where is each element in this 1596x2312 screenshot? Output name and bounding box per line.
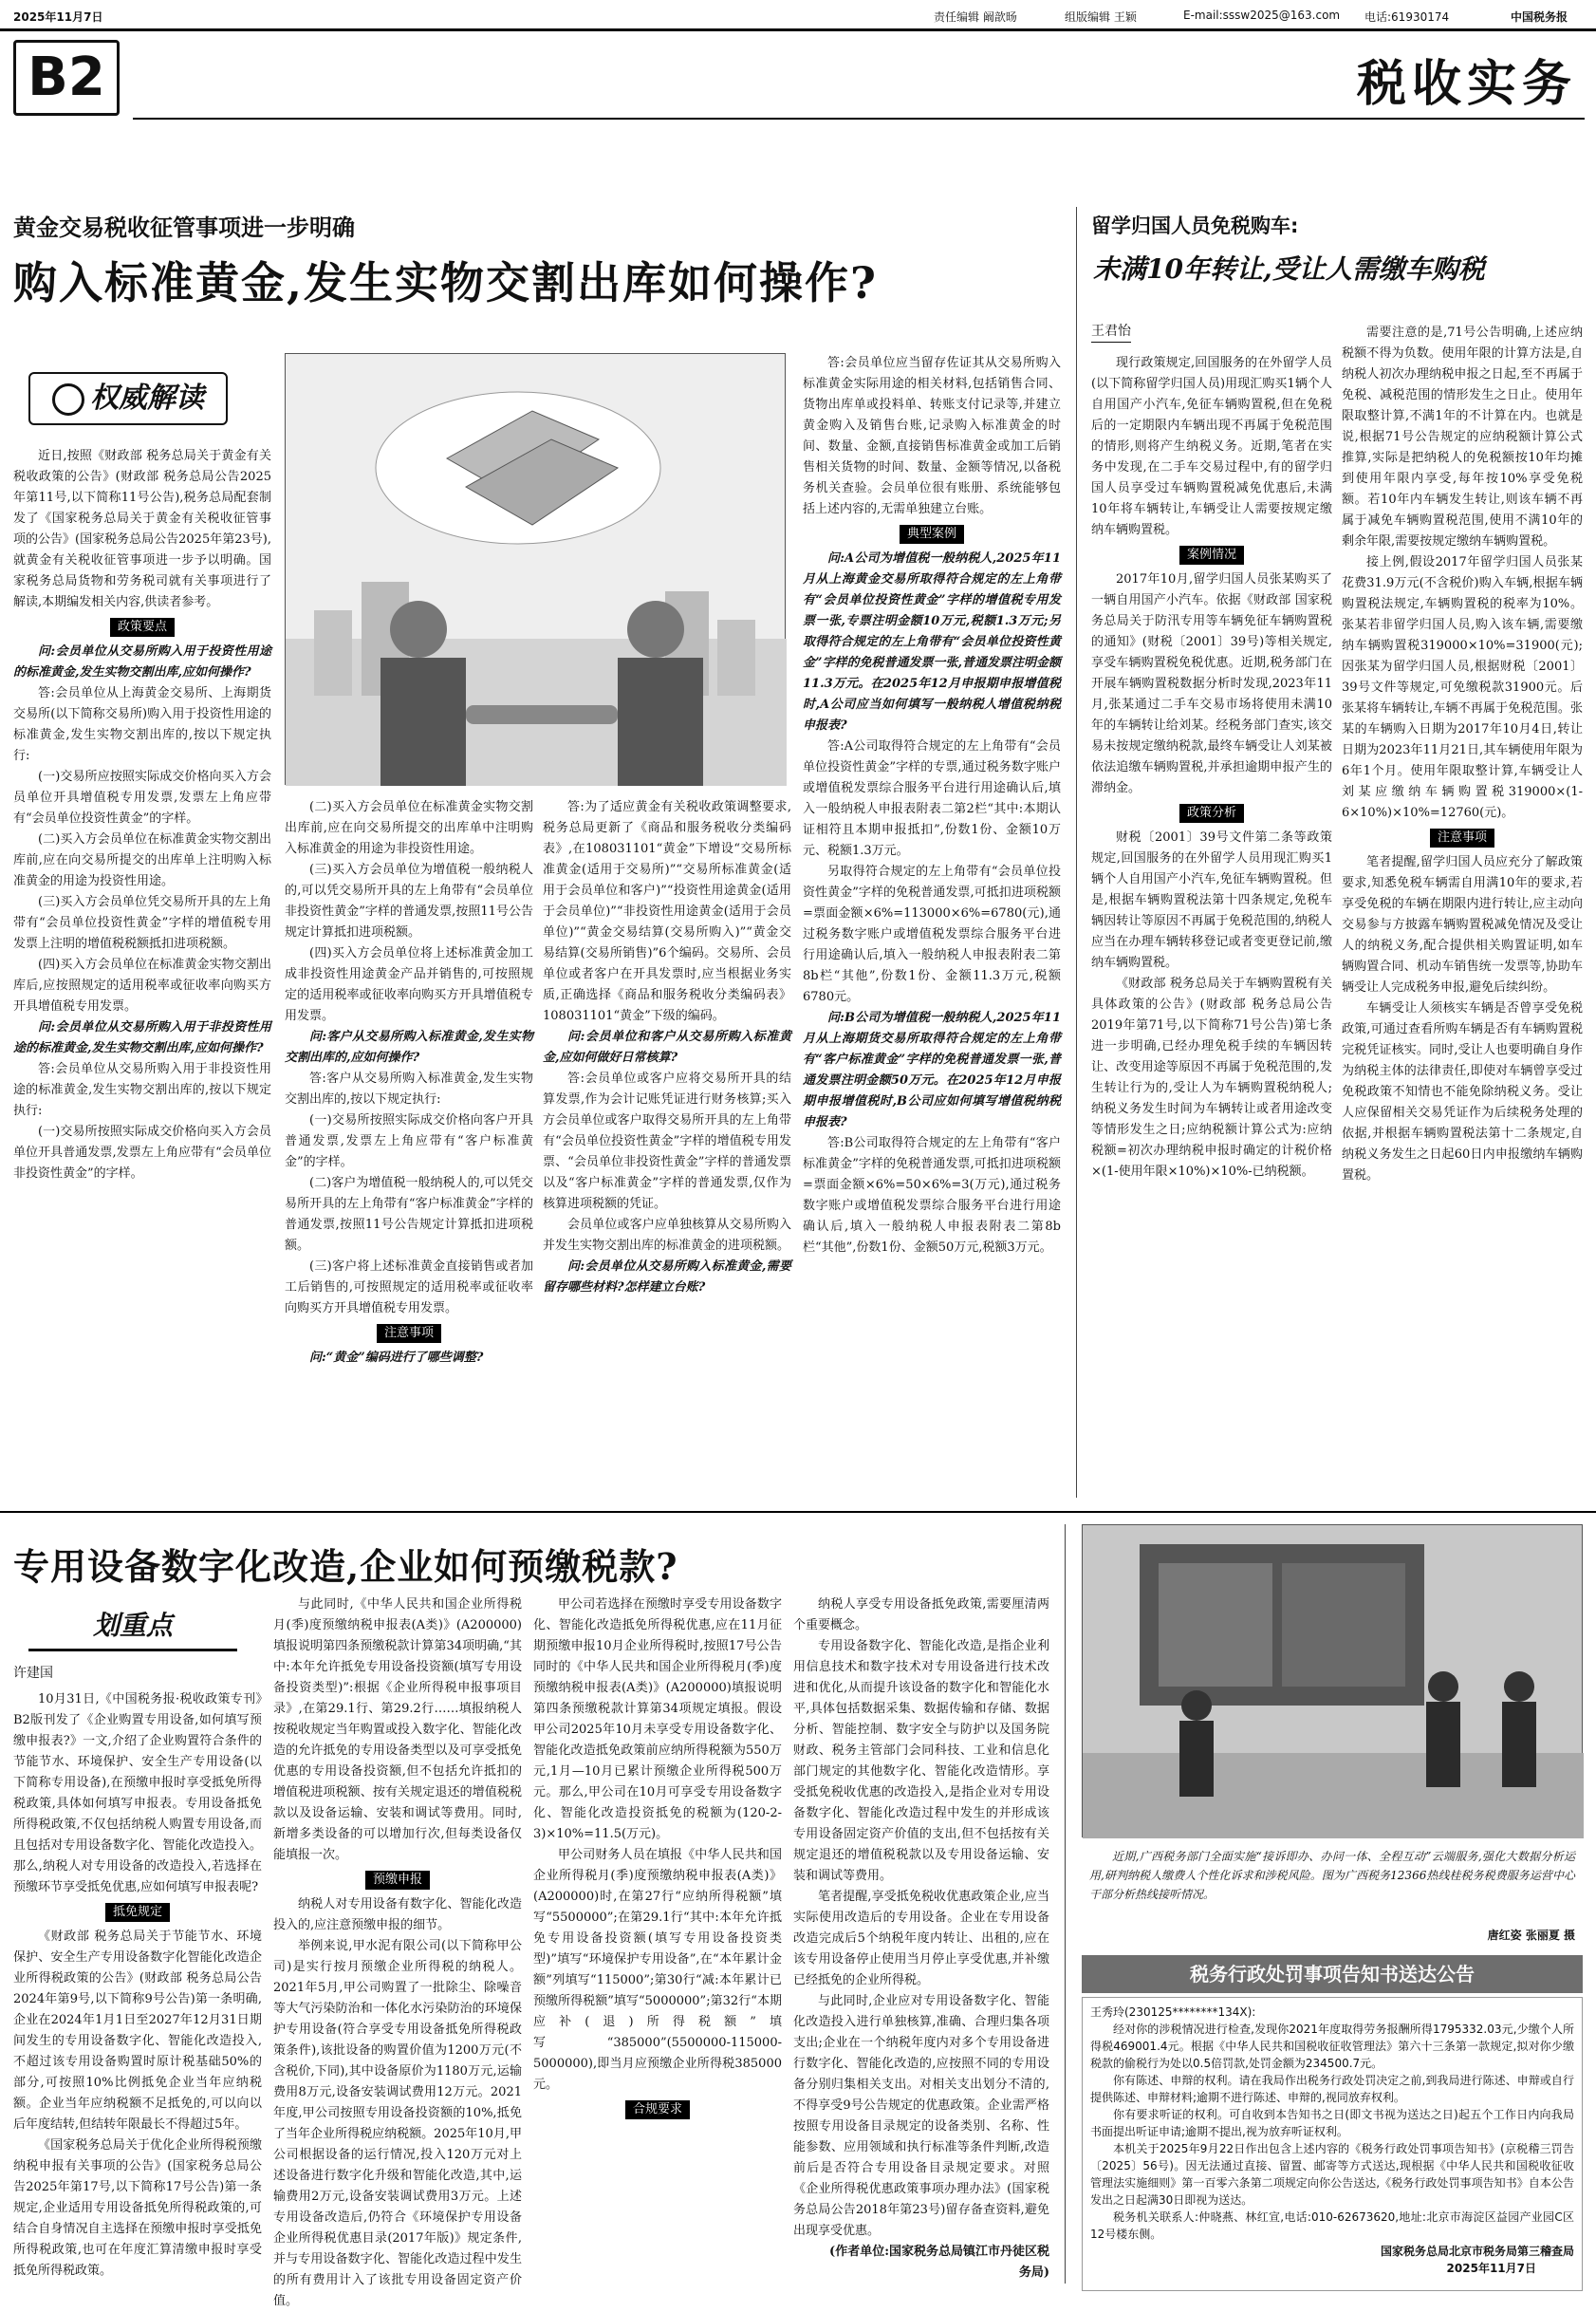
answer: 答:客户从交易所购入标准黄金,发生实物交割出库的,按以下规定执行: bbox=[285, 1072, 533, 1107]
email: E-mail:sssw2025@163.com bbox=[1183, 9, 1341, 22]
box-car-notes: 注意事项 bbox=[1430, 829, 1494, 848]
question: 问:“黄金”编码进行了哪些调整? bbox=[309, 1351, 484, 1365]
box-policy-points: 政策要点 bbox=[110, 618, 175, 637]
question: 问:会员单位从交易所购入标准黄金,需要留存哪些材料?怎样建立台账? bbox=[543, 1259, 791, 1295]
gold-col-3 bbox=[543, 797, 791, 1490]
car-author: 王君怡 bbox=[1091, 321, 1131, 343]
issue-date: 2025年11月7日 bbox=[13, 10, 103, 24]
box-credit-rules: 抵免规定 bbox=[105, 1903, 170, 1922]
answer-item: (三)客户将上述标准黄金直接销售或者加工后销售的,可按照规定的适用税率或征收率向购买方开具增值税专用发票。 bbox=[285, 1259, 533, 1315]
photo-caption: 近期,广西税务部门全面实施“接诉即办、办问一体、全程互动”云端服务,强化大数据分析运用,研判纳税人缴费人个性化诉求和涉税风险。图为广西税务12366热线桂税务税费服务运营中心干部分析热线接听情况。 bbox=[1089, 1850, 1575, 1901]
case-question: 问:A公司为增值税一般纳税人,2025年11月从上海黄金交易所取得符合规定的左上角带有“会员单位投资性黄金”字样的增值税专用发票一张,专票注明金额10万元,税额1.3万元;另取得符合规定的左上角带有“会员单位投资性黄金”字样的免税普通发票一张,普通发票注明金额11.3万元。在2025年12月申报期申报增值税时,A公司应当如何填写一般纳税人增值税纳税申报表? bbox=[803, 551, 1062, 733]
answer-item: (二)客户为增值税一般纳税人的,可以凭交易所开具的左上角带有“客户标准黄金”字样的普通发票,按照11号公告规定计算抵扣进项税额。 bbox=[285, 1176, 533, 1253]
question: 问:会员单位从交易所购入用于投资性用途的标准黄金,发生实物交割出库,应如何操作? bbox=[13, 644, 271, 680]
gold-intro: 近日,按照《财政部 税务总局关于黄金有关税收政策的公告》(财政部 税务总局公告2025年第11号,以下简称11号公告),税务总局配套制发了《国家税务总局关于黄金有关税收征管事项的公告》(国家税务总局公告2025年第23号),就黄金有关税收征管事项进一步予以明确。国家税务总局货物和劳务税司就有关事项进行了解读,本期编发相关内容,供读者参考。 bbox=[13, 449, 271, 609]
equip-col-1 bbox=[13, 1689, 262, 2287]
equip-author: 许建国 bbox=[13, 1666, 53, 1681]
notice-title: 税务行政处罚事项告知书送达公告 bbox=[1082, 1955, 1583, 1993]
handshake-gold-icon bbox=[286, 354, 787, 786]
answer-item: (三)买入方会员单位为增值税一般纳税人的,可以凭交易所开具的左上角带有“会员单位非投资性黄金”字样的普通发票,按照11号公告规定计算抵扣进项税额。 bbox=[285, 863, 533, 940]
gold-headline: 购入标准黄金,发生实物交割出库如何操作? bbox=[13, 257, 878, 308]
photo-credit: 唐红姿 张丽夏 摄 bbox=[1487, 1929, 1575, 1942]
equip-col-2 bbox=[273, 1594, 522, 2308]
notice-para: 经对你的涉税情况进行检查,发现你2021年度取得劳务报酬所得1795332.03元,少缴个人所得税469001.4元。根据《中华人民共和国税收征收管理法》第六十三条第一款规定,拟对你少缴税款的偷税行为处以0.5倍罚款,处罚金额为234500.7元。 bbox=[1090, 2023, 1574, 2070]
answer-item: (一)交易所按照实际成交价格向客户开具普通发票,发票左上角应带有“客户标准黄金”的字样。 bbox=[285, 1113, 533, 1169]
page-number: B2 bbox=[13, 40, 120, 116]
answer-item: (二)买入方会员单位在标准黄金实物交割出库前,应在向交易所提交的出库单中注明购入标准黄金的用途为非投资性用途。 bbox=[285, 800, 533, 856]
authoritative-badge: 权威解读 bbox=[28, 372, 228, 425]
case-answer: 答:A公司取得符合规定的左上角带有“会员单位投资性黄金”字样的专票,通过税务数字账户或增值税发票综合服务平台进行用途确认后,填入一般纳税人申报表附表二第2栏“其中:本期认证相符且本期申报抵扣”,份数1份、金额10万元、税额1.3万元。 bbox=[803, 739, 1061, 858]
answer: 会员单位或客户应单独核算从交易所购入并发生实物交割出库的标准黄金的进项税额。 bbox=[543, 1218, 791, 1253]
box-typical-case: 典型案例 bbox=[900, 525, 964, 544]
gold-col-2 bbox=[285, 797, 533, 1490]
column-divider bbox=[1076, 207, 1077, 1498]
car-para: 2017年10月,留学归国人员张某购买了一辆自用国产小汽车。依据《财政部 国家税务总局关于防汛专用等车辆免征车辆购置税的通知》(财税〔2001〕39号)等相关规定,享受车辆购置税免税优惠。近期,税务部门在开展车辆购置税数据分析时发现,2023年11月,张某通过二手车交易市场将使用未满10年的车辆转让给刘某。经税务部门查实,该交易未按规定缴纳税款,最终车辆受让人刘某被依法追缴车辆购置税,并承担逾期申报产生的滞纳金。 bbox=[1091, 572, 1332, 795]
answer-item: (一)交易所应按照实际成交价格向买入方会员单位开具增值税专用发票,发票左上角应带有“会员单位投资性黄金”的字样。 bbox=[13, 770, 271, 826]
responsible-editor: 责任编辑 阚歆旸 bbox=[934, 10, 1017, 24]
car-kicker: 留学归国人员免税购车: bbox=[1091, 214, 1299, 237]
box-case: 案例情况 bbox=[1179, 546, 1244, 565]
paper-name: 中国税务报 bbox=[1511, 10, 1568, 24]
notice-para: 你有要求听证的权利。可自收到本告知书之日(即文书视为送达之日)起五个工作日内向我局书面提出听证申请;逾期不提出,视为放弃听证权利。 bbox=[1090, 2108, 1574, 2138]
notice-signature: 国家税务总局北京市税务局第三稽查局 bbox=[1380, 2245, 1574, 2258]
car-para: 《财政部 税务总局关于车辆购置税有关具体政策的公告》(财政部 税务总局公告2019年第71号,以下简称71号公告)第七条进一步明确,已经办理免税手续的车辆因转让、改变用途等原因不再属于免税范围的,发生转让行为的,受让人为车辆购置税纳税人;纳税义务发生时间为车辆转让或者用途改变等情形发生之日;应纳税额计算公式为:应纳税额=初次办理纳税申报时确定的计税价格×(1-使用年限×10%)×10%-已纳税额。 bbox=[1091, 977, 1332, 1179]
car-headline: 未满10年转让,受让人需缴车购税 bbox=[1093, 253, 1485, 285]
equip-para: 《国家税务总局关于优化企业所得税预缴纳税申报有关事项的公告》(国家税务总局公告2025年第17号,以下简称17号公告)第一条规定,企业适用专用设备抵免所得税政策的,可结合自身情况自主选择在预缴申报时享受抵免所得税政策,也可在年度汇算清缴申报时享受抵免所得税政策。 bbox=[13, 2138, 262, 2278]
header-rule bbox=[0, 28, 1596, 31]
car-para: 现行政策规定,回国服务的在外留学人员(以下简称留学归国人员)用现汇购买1辆个人自用国产小汽车,免征车辆购置税,但在免税后的一定期限内车辆出现不再属于免税范围的情形,则将产生纳税义务。近期,笔者在实务中发现,在二手车交易过程中,有的留学归国人员享受过车辆购置税减免优惠后,未满10年将车辆转让,车辆受让人需要按规定缴纳车辆购置税。 bbox=[1091, 356, 1332, 537]
question: 问:客户从交易所购入标准黄金,发生实物交割出库的,应如何操作? bbox=[285, 1030, 533, 1065]
column-divider bbox=[1065, 1524, 1066, 2284]
equip-headline: 专用设备数字化改造,企业如何预缴税款? bbox=[13, 1545, 678, 1588]
gold-col-4 bbox=[803, 353, 1061, 1490]
equip-byline: (作者单位:国家税务总局镇江市丹徒区税务局) bbox=[829, 2245, 1049, 2280]
equip-para: 《财政部 税务总局关于节能节水、环境保护、安全生产专用设备数字化智能化改造企业所得税政策的公告》(财政部 税务总局公告2024年第9号,以下简称9号公告)第一条明确,企业在2024年1月1日至2027年12月31日期间发生的专用设备数字化、智能化改造投入,不超过该专用设备购置时原计税基础50%的部分,可按照10%比例抵免企业当年应纳税额。企业当年应纳税额不足抵免的,可以向以后年度结转,但结转年限最长不得超过5年。 bbox=[13, 1930, 262, 2132]
equip-col-3 bbox=[533, 1594, 782, 2287]
equip-para: 专用设备数字化、智能化改造,是指企业利用信息技术和数字技术对专用设备进行技术改进和优化,从而提升该设备的数字化和智能化水平,具体包括数据采集、数据传输和存储、数据分析、智能控制、数字安全与防护以及国务院财政、税务主管部门会同科技、工业和信息化部门规定的其他数字化、智能化改造情形。享受抵免税收优惠的改造投入,是指企业对专用设备数字化、智能化改造过程中发生的并形成该专用设备固定资产价值的支出,但不包括按有关规定退还的增值税税款以及专用设备运输、安装和调试等费用。 bbox=[793, 1639, 1049, 1883]
notice-para: 本机关于2025年9月22日作出包含上述内容的《税务行政处罚事项告知书》(京税稽三罚告〔2025〕56号)。因无法通过直接、留置、邮寄等方式送达,现根据《中华人民共和国税收征收管理法实施细则》第一百零六条第二项规定向你公告送达,《税务行政处罚事项告知书》自本公告发出之日起满30日即视为送达。 bbox=[1090, 2142, 1574, 2207]
answer: 答:会员单位或客户应将交易所开具的结算发票,作为会计记账凭证进行财务核算;买入方会员单位或客户取得交易所开具的左上角带有“会员单位投资性黄金”字样的增值税专用发票、“会员单位非投资性黄金”字样的普通发票以及“客户标准黄金”字样的普通发票,仅作为核算进项税额的凭证。 bbox=[543, 1072, 791, 1211]
phone: 电话:61930174 bbox=[1364, 10, 1450, 24]
call-center-icon bbox=[1083, 1525, 1584, 1838]
page-header bbox=[0, 0, 1596, 28]
case-answer: 答:B公司取得符合规定的左上角带有“客户标准黄金”字样的免税普通发票,可抵扣进项税额=票面金额×6%=50×6%=3(万元),通过税务数字账户或增值税发票综合服务平台进行用途确认后,填入一般纳税人申报表附表二第8b栏“其他”,份数1份、金额50万元,税额3万元。 bbox=[803, 1136, 1061, 1255]
service-center-photo bbox=[1082, 1524, 1583, 1837]
section-rule bbox=[133, 118, 1585, 120]
notice-recipient: 王秀玲(230125********134X): bbox=[1090, 2005, 1256, 2019]
answer-item: (四)买入方会员单位在标准黄金实物交割出库后,应按照规定的适用税率或征收率向购买方开具增值税专用发票。 bbox=[13, 958, 271, 1014]
equip-para: 纳税人享受专用设备抵免政策,需要厘清两个重要概念。 bbox=[793, 1597, 1049, 1632]
question: 问:会员单位和客户从交易所购入标准黄金,应如何做好日常核算? bbox=[543, 1030, 791, 1065]
answer-item: (一)交易所按照实际成交价格向买入方会员单位开具普通发票,发票左上角应带有“会员单位非投资性黄金”的字样。 bbox=[13, 1125, 271, 1181]
equip-para: 甲公司财务人员在填报《中华人民共和国企业所得税月(季)度预缴纳税申报表(A类)》(A200000)时,在第27行“应纳所得税额”填写“5500000”;在第29.1行“其中:本年允许抵免专用设备投资额(填写专用设备投资类型)”填写“环境保护专用设备”,在“本年累计金额”列填写“115000”;第30行“减:本年累计已预缴所得税额”填写“5000000”;第32行“本期应补(退)所得税额”填写“385000”(5500000-115000-5000000),即当月应预缴企业所得税385000元。 bbox=[533, 1848, 782, 2092]
notice-para: 税务机关联系人:仲晓燕、林红宣,电话:010-62673620,地址:北京市海淀区益园产业园C区12号楼东侧。 bbox=[1090, 2210, 1574, 2241]
gold-illustration bbox=[285, 353, 786, 785]
notice-body bbox=[1082, 1997, 1583, 2291]
equip-para: 纳税人对专用设备有数字化、智能化改造投入的,应注意预缴申报的细节。 bbox=[273, 1897, 522, 1932]
answer-item: (四)买入方会员单位将上述标准黄金加工成非投资性用途黄金产品并销售的,可按照规定的适用税率或征收率向购买方开具增值税专用发票。 bbox=[285, 946, 533, 1023]
box-compliance: 合规要求 bbox=[625, 2100, 690, 2119]
gold-kicker: 黄金交易税收征管事项进一步明确 bbox=[13, 214, 355, 241]
equip-para: 10月31日,《中国税务报·税收政策专刊》B2版刊发了《企业购置专用设备,如何填写预缴申报表?》一文,介绍了企业购置符合条件的节能节水、环境保护、安全生产专用设备(以下简称专用设备),在预缴申报时享受抵免所得税政策,具体如何填写申报表。专用设备抵免所得税政策,不仅包括纳税人购置专用设备,而且包括对专用设备数字化、智能化改造投入。那么,纳税人对专用设备的改造投入,若选择在预缴环节享受抵免优惠,应如何填写申报表呢? bbox=[13, 1692, 262, 1894]
middle-rule bbox=[0, 1511, 1596, 1513]
answer-item: (二)买入方会员单位在标准黄金实物交割出库前,应在向交易所提交的出库单上注明购入标准黄金的用途为投资性用途。 bbox=[13, 832, 271, 888]
car-col-2 bbox=[1342, 323, 1583, 1462]
answer-item: (三)买入方会员单位凭交易所开具的左上角带有“会员单位投资性黄金”字样的增值税专用发票上注明的增值税税额抵扣进项税额。 bbox=[13, 895, 271, 951]
car-para: 笔者提醒,留学归国人员应充分了解政策要求,知悉免税车辆需自用满10年的要求,若享受免税的车辆在期限内进行转让,应主动向交易参与方披露车辆购置税减免情况及受让人的纳税义务,配合提供相关购置证明,如车辆购置合同、机动车销售统一发票等,协助车辆受让人完成税务申报,避免后续纠纷。 bbox=[1342, 855, 1583, 995]
equip-col-4 bbox=[793, 1594, 1049, 2287]
car-para: 车辆受让人须核实车辆是否曾享受免税政策,可通过查看所购车辆是否有车辆购置税完税凭证核实。同时,受让人也要明确自身作为纳税主体的法律责任,即使对车辆曾享受过免税政策不知情也不能免除纳税义务。受让人应保留相关交易凭证作为后续税务处理的依据,并根据车辆购置税法第十二条规定,自纳税义务发生之日起60日内申报缴纳车辆购置税。 bbox=[1342, 1001, 1583, 1183]
highlight-badge: 划重点 bbox=[28, 1604, 237, 1651]
badge-icon bbox=[52, 383, 84, 416]
case-answer: 另取得符合规定的左上角带有“会员单位投资性黄金”字样的免税普通发票,可抵扣进项税额=票面金额×6%=113000×6%=6780(元),通过税务数字账户或增值税发票综合服务平台进行用途确认后,填入一般纳税人申报表附表二第8b栏“其他”,份数1份、金额11.3万元,税额6780元。 bbox=[803, 865, 1061, 1004]
car-para: 财税〔2001〕39号文件第二条等政策规定,回国服务的在外留学人员用现汇购买1辆个人自用国产小汽车,免征车辆购置税。但是,根据车辆购置税法第十四条规定,免税车辆因转让等原因不再属于免税范围的,纳税人应当在办理车辆转移登记或者变更登记前,缴纳车辆购置税。 bbox=[1091, 830, 1332, 970]
gold-col-1 bbox=[13, 446, 271, 1490]
equip-para: 与此同时,《中华人民共和国企业所得税月(季)度预缴纳税申报表(A类)》(A200000)填报说明第四条预缴税款计算第34项明确,“其中:本年允许抵免专用设备投资额(填写专用设备投资类型)”:根据《企业所得税申报事项目录》,在第29.1行、第29.2行……填报纳税人按税收规定当年购置或投入数字化、智能化改造的允许抵免的专用设备类型以及可享受抵免优惠的专用设备投资额,但不包括允许抵扣的增值税进项税额、按有关规定退还的增值税税款以及设备运输、安装和调试等费用。同时,新增多类设备的可以增加行次,但每类设备仅能填报一次。 bbox=[273, 1597, 522, 1862]
box-notes: 注意事项 bbox=[377, 1324, 441, 1343]
question: 问:会员单位从交易所购入用于非投资性用途的标准黄金,发生实物交割出库,应如何操作? bbox=[13, 1020, 271, 1055]
answer: 答:为了适应黄金有关税收政策调整要求,税务总局更新了《商品和服务税收分类编码表》,在108031101“黄金”下增设“交易所标准黄金(适用于交易所)”“交易所标准黄金(适用于会员单位和客户)”“投资性用途黄金(适用于会员单位)”“非投资性用途黄金(适用于会员单位)”“黄金交易结算(交易所购入)”“黄金交易结算(交易所销售)”6个编码。交易所、会员单位或者客户在开具发票时,应当根据业务实质,正确选择《商品和服务税收分类编码表》108031101“黄金”下级的编码。 bbox=[543, 800, 791, 1023]
notice-date: 2025年11月7日 bbox=[1446, 2262, 1536, 2275]
answer: 答:会员单位从上海黄金交易所、上海期货交易所(以下简称交易所)购入用于投资性用途的标准黄金,发生实物交割出库的,按以下规定执行: bbox=[13, 686, 271, 763]
notice-para: 你有陈述、申辩的权利。请在我局作出税务行政处罚决定之前,到我局进行陈述、申辩或自行提供陈述、申辩材料;逾期不进行陈述、申辩的,视同放弃权利。 bbox=[1090, 2074, 1574, 2104]
box-analysis: 政策分析 bbox=[1179, 804, 1244, 823]
car-col-1 bbox=[1091, 353, 1332, 1539]
equip-para: 笔者提醒,享受抵免税收优惠政策企业,应当实际使用改造后的专用设备。企业在专用设备改造完成后5个纳税年度内转让、出租的,应在该专用设备停止使用当月停止享受优惠,并补缴已经抵免的企业所得税。 bbox=[793, 1890, 1049, 1987]
layout-editor: 组版编辑 王颖 bbox=[1065, 10, 1137, 24]
section-title: 税收实务 bbox=[1356, 55, 1577, 113]
equip-para: 举例来说,甲水泥有限公司(以下简称甲公司)是实行按月预缴企业所得税的纳税人。2021年5月,甲公司购置了一批除尘、除噪音等大气污染防治和一体化水污染防治的环境保护专用设备(符合享受专用设备抵免所得税政策条件),该批设备的购置价值为1200万元(不含税价,下同),其中设备原价为1180万元,运输费用8万元,设备安装调试费用12万元。2021年度,甲公司按照专用设备投资额的10%,抵免了当年企业所得税应纳税额。2025年10月,甲公司根据设备的运行情况,投入120万元对上述设备进行数字化升级和智能化改造,其中,运输费用2万元,设备安装调试费用3万元。上述专用设备改造后,仍符合《环境保护专用设备企业所得税优惠目录(2017年版)》规定条件,并与专用设备数字化、智能化改造过程中发生的所有费用计入了该批专用设备固定资产价值。 bbox=[273, 1939, 522, 2308]
equip-para: 与此同时,企业应对专用设备数字化、智能化改造投入进行单独核算,准确、合理归集各项支出;企业在一个纳税年度内对多个专用设备进行数字化、智能化改造的,应按照不同的专用设备分别归集相关支出。对相关支出划分不清的,不得享受9号公告规定的优惠政策。企业需严格按照专用设备目录规定的设备类别、名称、性能参数、应用领域和执行标准等条件判断,改造前后是否符合专用设备目录规定要求。对照《企业所得税优惠政策事项办理办法》(国家税务总局公告2018年第23号)留存备查资料,避免出现享受优惠。 bbox=[793, 1994, 1049, 2238]
car-para: 接上例,假设2017年留学归国人员张某花费31.9万元(不含税价)购入车辆,根据车辆购置税法规定,车辆购置税的税率为10%。张某若非留学归国人员,购入该车辆,需要缴纳车辆购置税319000×10%=31900(元);因张某为留学归国人员,根据财税〔2001〕39号文件等规定,可免缴税款31900元。后张某将车辆转让,车辆不再属于免税范围。张某的车辆购入日期为2017年10月4日,转让日期为2023年11月21日,其车辆使用年限为6年1个月。使用年限取整计算,车辆受让人刘某应缴纳车辆购置税319000×(1-6×10%)×10%=12760(元)。 bbox=[1342, 555, 1583, 820]
case-question: 问:B公司为增值税一般纳税人,2025年11月从上海期货交易所取得符合规定的左上角带有“客户标准黄金”字样的免税普通发票一张,普通发票注明金额50万元。在2025年12月申报期申报增值税时,B公司应如何填写增值税纳税申报表? bbox=[803, 1011, 1061, 1129]
answer: 答:会员单位应当留存佐证其从交易所购入标准黄金实际用途的相关材料,包括销售合同、货物出库单或投料单、转账支付记录等,并建立黄金购入及销售台账,记录购入标准黄金的时间、数量、金额,直接销售标准黄金或加工后销售相关货物的时间、数量、金额等情况,以备税务机关查验。会员单位很有账册、系统能够包括上述内容的,无需单独建立台账。 bbox=[803, 356, 1061, 516]
car-para: 需要注意的是,71号公告明确,上述应纳税额不得为负数。使用年限的计算方法是,自纳税人初次办理纳税申报之日起,至不再属于免税、减税范围的情形发生之日止。使用年限取整计算,不满1年的不计算在内。也就是说,根据71号公告规定的应纳税额计算公式推算,实际是把纳税人的免税额按10年均摊到使用年限内享受,每年按10%享受免税额。若10年内车辆发生转让,则该车辆不再属于减免车辆购置税范围,使用不满10年的剩余年限,需要按规定缴纳车辆购置税。 bbox=[1342, 326, 1583, 549]
answer: 答:会员单位从交易所购入用于非投资性用途的标准黄金,发生实物交割出库的,按以下规定执行: bbox=[13, 1062, 271, 1118]
box-prepayment: 预缴申报 bbox=[365, 1871, 430, 1890]
equip-para: 甲公司若选择在预缴时享受专用设备数字化、智能化改造抵免所得税优惠,应在11月征期预缴申报10月企业所得税时,按照17号公告同时的《中华人民共和国企业所得税月(季)度预缴纳税申报表(A类)》(A200000)填报说明第四条预缴税款计算第34项规定填报。假设甲公司2025年10月未享受专用设备数字化、智能化改造抵免政策前应纳所得税额为550万元,1月—10月已累计预缴企业所得税500万元。那么,甲公司在10月可享受专用设备数字化、智能化改造投资抵免的税额为(120-2-3)×10%=11.5(万元)。 bbox=[533, 1597, 782, 1841]
